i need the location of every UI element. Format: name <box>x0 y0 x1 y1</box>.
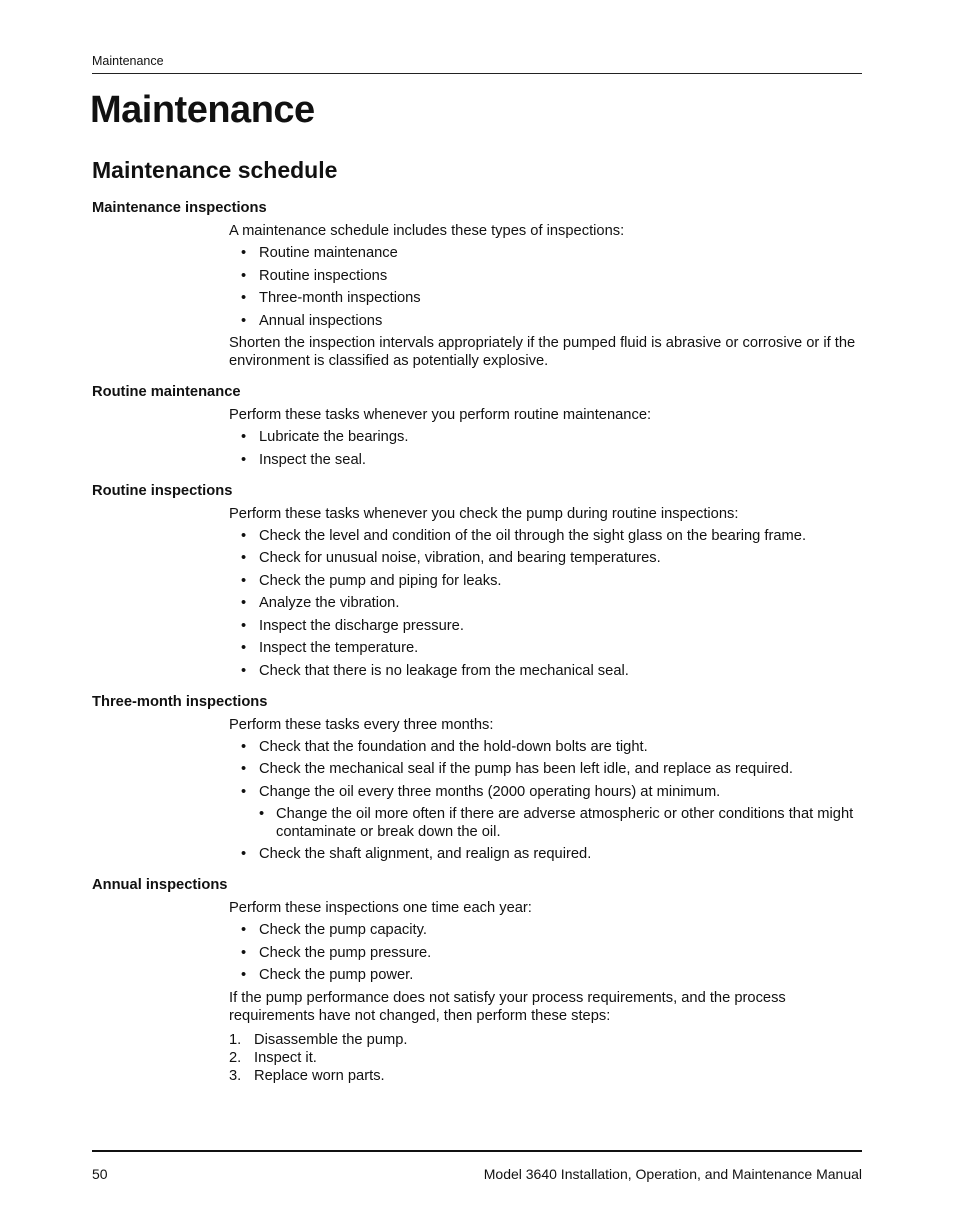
step-item <box>229 1049 862 1067</box>
footer-divider <box>92 1150 862 1152</box>
bullet-glyph: • <box>241 944 247 961</box>
list-item-text: Check the pump power. <box>259 967 414 983</box>
bullet-glyph: • <box>241 783 247 800</box>
note-text: Shorten the inspection intervals appropriately if the pumped fluid is abrasive or corrosive or if the environment is classified as potentially explosive. <box>229 335 856 369</box>
bullet-glyph: • <box>241 572 247 589</box>
list-item-text: Check the pump capacity. <box>259 922 427 938</box>
list-item <box>229 783 862 841</box>
bullet-glyph: • <box>241 922 247 938</box>
subsection-annual-inspections <box>92 876 862 1085</box>
subsection-maintenance-inspections <box>92 199 862 370</box>
list-item <box>229 760 862 778</box>
bullet-glyph: • <box>241 761 247 777</box>
list-item <box>229 312 862 330</box>
list-item <box>229 267 862 285</box>
list-item <box>229 572 862 590</box>
bullet-glyph: • <box>241 312 247 329</box>
bullet-glyph: • <box>241 967 247 983</box>
list-item-text: Check the shaft alignment, and realign as required. <box>259 846 592 862</box>
chapter-title: Maintenance <box>90 89 315 131</box>
bullet-list <box>229 921 862 984</box>
subsection-body <box>229 406 862 469</box>
bullet-glyph: • <box>241 662 247 679</box>
nested-list-item <box>259 805 862 841</box>
step-text: Replace worn parts. <box>254 1067 385 1084</box>
list-item-text: Routine maintenance <box>259 245 398 261</box>
bullet-glyph: • <box>241 617 247 634</box>
list-item-text: Check that there is no leakage from the mechanical seal. <box>259 662 629 679</box>
list-item <box>229 428 862 446</box>
list-item <box>229 594 862 612</box>
list-item-text: Three-month inspections <box>259 290 421 306</box>
list-item <box>229 549 862 567</box>
numbered-steps <box>229 1031 862 1085</box>
list-item-text: Check the pump pressure. <box>259 944 432 961</box>
list-item-text: Check the mechanical seal if the pump has been left idle, and replace as required. <box>259 761 793 777</box>
list-item <box>229 966 862 984</box>
step-number: 3. <box>229 1067 242 1084</box>
intro-text: Perform these tasks whenever you perform routine maintenance: <box>229 407 652 423</box>
list-item-text: Inspect the seal. <box>259 451 366 468</box>
list-item-text: Inspect the discharge pressure. <box>259 617 464 634</box>
list-item-text: Lubricate the bearings. <box>259 429 409 445</box>
subsection-body <box>229 716 862 864</box>
intro-text: Perform these tasks every three months: <box>229 716 494 733</box>
step-item <box>229 1067 862 1085</box>
list-item-text: Routine inspections <box>259 267 388 284</box>
list-item-text: Inspect the temperature. <box>259 640 419 656</box>
list-item <box>229 617 862 635</box>
page-content <box>92 199 862 1098</box>
subsection-heading: Three-month inspections <box>92 693 268 710</box>
bullet-glyph: • <box>241 846 247 862</box>
page-number: 50 <box>92 1166 108 1182</box>
note-text: If the pump performance does not satisfy your process requirements, and the process requirements have not changed, then perform these steps: <box>229 989 786 1024</box>
bullet-glyph: • <box>241 267 247 284</box>
list-item <box>229 845 862 863</box>
subsection-heading: Maintenance inspections <box>92 200 267 216</box>
list-item-text: Check the pump and piping for leaks. <box>259 572 502 589</box>
bullet-glyph: • <box>241 290 247 306</box>
list-item <box>229 451 862 469</box>
subsection-heading: Routine maintenance <box>92 384 241 400</box>
subsection-body <box>229 899 862 1085</box>
subsection-three-month-inspections <box>92 693 862 864</box>
list-item <box>229 639 862 657</box>
bullet-glyph: • <box>241 451 247 468</box>
intro-text: Perform these tasks whenever you check the pump during routine inspections: <box>229 505 739 522</box>
list-item <box>229 921 862 939</box>
subsection-body <box>229 222 862 370</box>
bullet-glyph: • <box>241 738 247 755</box>
list-item <box>229 662 862 680</box>
running-header: Maintenance <box>92 54 862 74</box>
bullet-glyph: • <box>241 595 247 611</box>
intro-text: Perform these inspections one time each year: <box>229 900 532 916</box>
bullet-glyph: • <box>241 245 247 261</box>
list-item-text: Change the oil every three months (2000 operating hours) at minimum. <box>259 783 721 800</box>
bullet-glyph: • <box>241 550 247 566</box>
section-title: Maintenance schedule <box>92 157 338 183</box>
step-number: 2. <box>229 1049 242 1066</box>
list-item <box>229 289 862 307</box>
bullet-glyph: • <box>241 429 247 445</box>
bullet-list <box>229 738 862 864</box>
list-item <box>229 944 862 962</box>
manual-title: Model 3640 Installation, Operation, and Maintenance Manual <box>483 1166 862 1182</box>
list-item-text: Check the level and condition of the oil through the sight glass on the bearing frame. <box>259 527 807 544</box>
bullet-list <box>229 244 862 330</box>
list-item <box>229 527 862 545</box>
step-text: Inspect it. <box>254 1049 317 1066</box>
step-text: Disassemble the pump. <box>254 1031 408 1048</box>
list-item-text: Check that the foundation and the hold-down bolts are tight. <box>259 738 648 755</box>
bullet-glyph: • <box>241 527 247 544</box>
subsection-body <box>229 505 862 680</box>
subsection-routine-inspections <box>92 482 862 680</box>
subsection-routine-maintenance <box>92 383 862 469</box>
bullet-list <box>229 428 862 469</box>
list-item <box>229 738 862 756</box>
list-item-text: Analyze the vibration. <box>259 595 400 611</box>
bullet-glyph: • <box>259 805 265 822</box>
step-item <box>229 1031 862 1049</box>
bullet-glyph: • <box>241 640 247 656</box>
nested-bullet-list <box>259 805 862 841</box>
list-item-text: Check for unusual noise, vibration, and bearing temperatures. <box>259 550 661 566</box>
subsection-heading: Annual inspections <box>92 877 228 893</box>
bullet-list <box>229 527 862 680</box>
list-item <box>229 244 862 262</box>
subsection-heading: Routine inspections <box>92 482 233 499</box>
list-item-text: Annual inspections <box>259 312 383 329</box>
list-item-text: Change the oil more often if there are adverse atmospheric or other conditions that might contaminate or break down the oil. <box>276 805 854 840</box>
intro-text: A maintenance schedule includes these types of inspections: <box>229 223 625 239</box>
step-number: 1. <box>229 1031 242 1048</box>
